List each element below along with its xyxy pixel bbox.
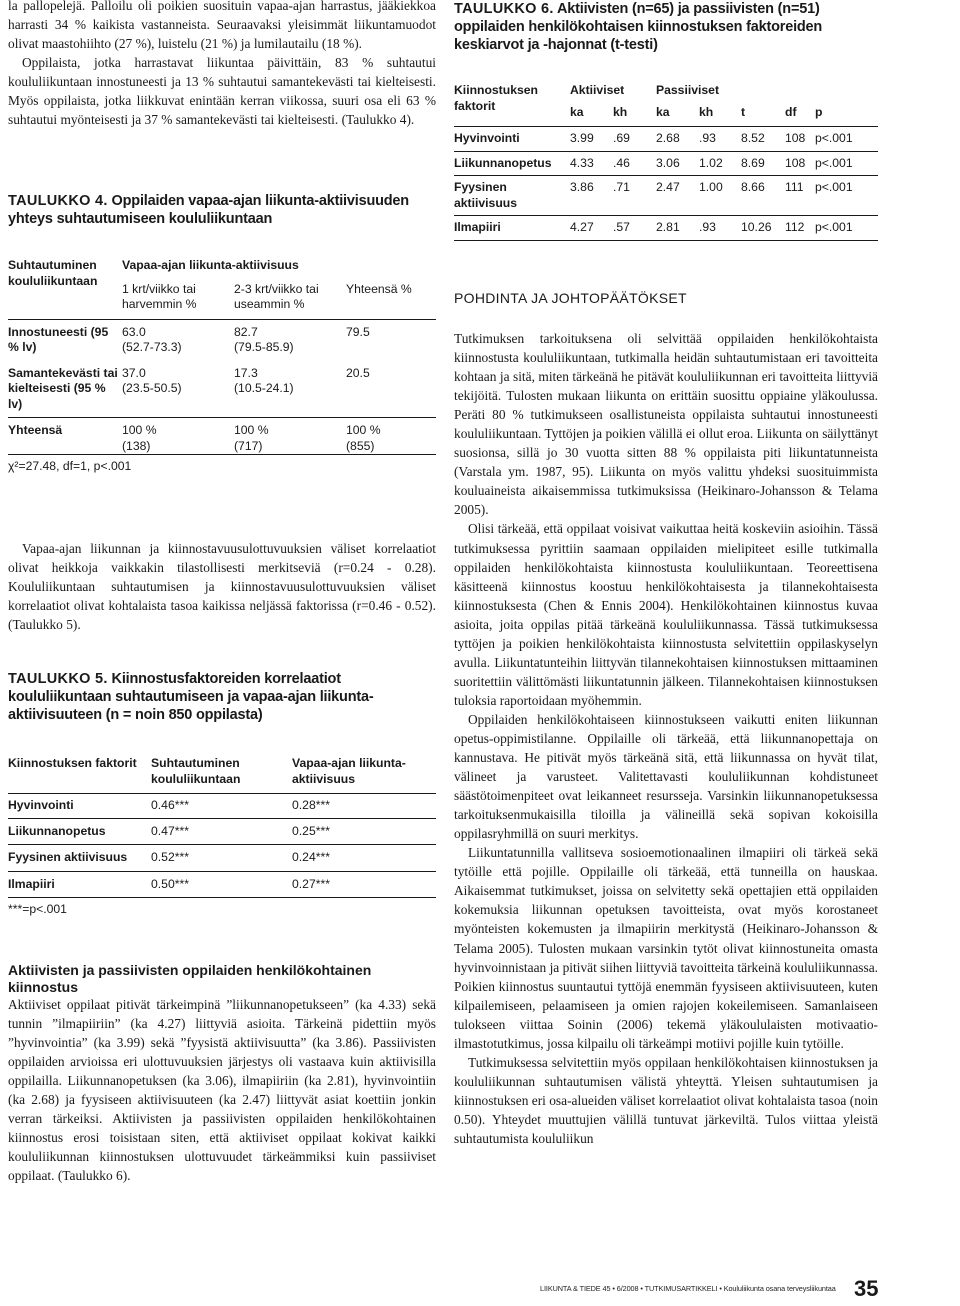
table6-cell: 8.69 (741, 151, 785, 176)
table6-subheader: kh (613, 105, 656, 127)
paragraph: Vapaa-ajan liikunnan ja kiinnostavuusulottuvuuksien väliset korrelaatiot olivat heikkoja vaikkakin tilastollisesti merkitseviä (r=0.24 - 0.28). Koululiikuntaan suhtautumisen ja kiinnostavuusulottuvuuksien väliset korrelaatiot olivat kohtalaista tasoa kaikissa neljässä faktorissa (r=0.46 - 0.52). (Taulukko 5). (8, 541, 436, 633)
paragraph: Oppilaista, jotka harrastavat liikuntaa päivittäin, 83 % suhtautui koululiikuntaan innostuneesti ja 13 % suhtautui samantekevästi tai kielteisesti. Myös oppilaista, jotka liikkuvat enintään kerran viikossa, suuri osa eli 63 % suhtautui myönteisesti ja 37 % samantekevästi tai kielteisesti. (Taulukko 4). (8, 55, 436, 128)
table6-cell: .71 (613, 176, 656, 216)
closing-text (8, 995, 436, 1185)
table6-subheader: p (815, 105, 878, 127)
table6-cell: .69 (613, 127, 656, 152)
table4 (8, 255, 436, 475)
table6-cell: 8.66 (741, 176, 785, 216)
table-row (8, 366, 436, 418)
intro-text (8, 0, 436, 129)
table4-label: TAULUKKO 4. (8, 193, 108, 209)
table6-cell: 3.99 (570, 127, 613, 152)
paragraph: Aktiiviset oppilaat pitivät tärkeimpinä ”liikunnanopetukseen” (ka 4.33) sekä tunnin ”ilmapiiriin” (ka 4.27) liittyviä asioita. Tärkeinä pidettiin myös ”hyvinvointia” (ka 3.99) sekä ”fyysistä aktiivisuutta” (ka 3.86). Passiivisten oppilaiden arvioissa eri ulottuvuuksien järjestys oli vastaava kuin aktiivisilla oppilailla. Liikunnanopetuksen (ka 3.06), ilmapiiriin (ka 2.81), hyvinvointiin (ka 2.68) ja fyysiseen aktiivisuuteen (ka 2.47) liittyvät asiat koettiin jonkin verran tärkeiksi. Aktiivisten ja passiivisten oppilaiden henkilökohtainen kiinnostus erosi toisistaan siten, että aktiiviset oppilaat kokivat kaikki koululiikunnan kiinnostuksen ulottuvuudet tärkeämmiksi kuin passiiviset oppilaat. (Taulukko 6). (8, 997, 436, 1184)
table-row (454, 151, 878, 176)
table6-cell: 4.27 (570, 216, 613, 241)
table6-cell: 111 (785, 176, 815, 216)
page-footer: LIIKUNTA & TIEDE 45 • 6/2008 • TUTKIMUSARTIKKELI • Koululiikunta osana terveysliikuntaa (540, 1284, 836, 1293)
table4-row-header: Suhtautuminen koululiikuntaan (8, 255, 122, 319)
table6-cell: 8.52 (741, 127, 785, 152)
table6-cell: 4.33 (570, 151, 613, 176)
table5-cell: 0.47*** (151, 818, 292, 845)
subheading: Aktiivisten ja passiivisten oppilaiden henkilökohtainen kiinnostus (8, 962, 372, 995)
middle-text (8, 539, 436, 634)
table6-caption: Aktiivisten (n=65) ja passiivisten (n=51) oppilaiden henkilökohtaisen kiinnostuksen faktoreiden keskiarvot ja -hajonnat (t-testi) (454, 1, 823, 53)
table-row (8, 418, 436, 455)
table4-row-label: Yhteensä (8, 418, 122, 455)
table-row (454, 176, 878, 216)
table6-group-header: Aktiiviset (570, 83, 625, 97)
table5-header: Vapaa-ajan liikunta-aktiivisuus (292, 753, 436, 794)
paragraph: Liikuntatunnilla vallitseva sosioemotionaalinen ilmapiiri oli tärkeä sekä tytöille että pojille. Oppilaille oli tärkeää, että tunneilla on hauskaa. Aikaisemmat tutkimukset, joissa on selvitetty sekä opettajien että oppilaiden kokemuksia liikunnan opetuksen tavoitteista, ovat myös korostaneet myönteisten kokemusten ja ilmapiirin merkitystä (Heikinaro-Johansson & Telama 2005). Tulosten mukaan varsinkin tytöt olivat kiinnostuneita omasta hyvinvoinnistaan ja pitivät siihen liittyviä tavoitteita tärkeinä koululiikunnassa. Poikien kiinnostus suuntautui tyttöjä enemmän fyysiseen aktiivisuuteen, kuten kilpailemiseen, pelaamiseen ja omien rajojen kokeilemiseen. Samanlaiseen tulokseen viittaa Soinin (2006) tekemä yläkoululaisten motivaatio-ilmastotutkimus, jossa kilpailu oli tärkeämpi motiivi pojille kuin tytöille. (454, 845, 878, 1051)
table4-cell: 20.5 (346, 366, 436, 418)
table5-caption: Kiinnostusfaktoreiden korrelaatiot koululiikuntaan suhtautumiseen ja vapaa-ajan liikunta-aktiivisuuteen (n = noin 850 oppilasta) (8, 671, 374, 723)
table5-cell: 0.25*** (292, 818, 436, 845)
table5-cell: Liikunnanopetus (8, 818, 151, 845)
page-number: 35 (854, 1276, 879, 1301)
table6-subheader: df (785, 105, 815, 127)
table4-subheader: 2-3 krt/viikko tai useammin % (234, 282, 346, 320)
paragraph: Oppilaiden henkilökohtaiseen kiinnostukseen vaikutti eniten liikunnan opetus-oppimistilanne. Oppilaille oli tärkeää, että liikunnanopettaja on kannustava. He pitivät myös tärkeänä sitä, että liikunnassa on hyvät tilat, välineet ja varusteet. Valitettavasti koululiikunnan kohdistuneet säästötoimenpiteet ovat leikanneet resursseja. Varsinkin liikunnanopetuksessa tarkoituksenmukaisilla tiloilla ja välineillä sekä sopivan kokoisilla oppilasryhmillä on suuri merkitys. (454, 711, 878, 842)
table6-row-header: Kiinnostuksen faktorit (454, 80, 570, 127)
table6-label: TAULUKKO 6. (454, 1, 554, 17)
table6-subheader: t (741, 105, 785, 127)
table5-cell: 0.27*** (292, 871, 436, 898)
table5-title (8, 670, 438, 724)
table6-cell: 108 (785, 151, 815, 176)
table-row (454, 216, 878, 241)
table6-cell: 2.81 (656, 216, 699, 241)
table4-subheader: 1 krt/viikko tai harvemmin % (122, 282, 234, 320)
table4-cell: 82.7 (79.5-85.9) (234, 324, 294, 354)
table6-cell: .57 (613, 216, 656, 241)
paragraph: Tutkimuksessa selvitettiin myös oppilaan henkilökohtaisen kiinnostuksen ja koululiikunnan suhtautumisen välistä yhteyttä. Yleisen suhtautumisen ja kiinnostuksen eri osa-alueiden väliset korrelaatiot olivat kohtalaista tasoa (noin 0.50). Yhteydet muuttujien välillä tuntuvat järkeviltä. Tulos viittaa yleistä suhtautumista koululiikun (454, 1054, 878, 1146)
section-heading: POHDINTA JA JOHTOPÄÄTÖKSET (454, 290, 687, 306)
table-row (8, 319, 436, 366)
table4-cell: 100 % (138) (122, 418, 234, 455)
table4-group-header: Vapaa-ajan liikunta-aktiivisuus (122, 258, 299, 272)
table5-cell: Hyvinvointi (8, 794, 151, 819)
table5-cell: 0.50*** (151, 871, 292, 898)
table6-cell: 2.68 (656, 127, 699, 152)
table6-group-header: Passiiviset (656, 83, 720, 97)
table4-cell: 37.0 (23.5-50.5) (122, 366, 234, 418)
table6-subheader: ka (570, 105, 613, 127)
table6-cell: Liikunnanopetus (454, 151, 570, 176)
table6-cell: p<.001 (815, 127, 878, 152)
table4-subheader: Yhteensä % (346, 282, 436, 320)
table6-cell: p<.001 (815, 216, 878, 241)
table-row (8, 818, 436, 845)
table6-cell: 108 (785, 127, 815, 152)
paragraph: Olisi tärkeää, että oppilaat voisivat vaikuttaa heitä koskeviin asioihin. Tässä tutkimuksessa pyrittiin saamaan oppilaiden mielipiteet esille tutkimalla oppilaiden henkilökohtaista kiinnostusta koululiikuntaan. Teoreettisena käsitteenä kiinnostus koostuu henkilökohtaisesta ja tilannekohtaisesta kiinnostuksesta (Chen & Ennis 2004). Henkilökohtainen kiinnostus kuvaa asioita, joita oppilas pitää tärkeänä koululiikunnassa. Tässä tutkimuksessa tyttöjen ja poikien henkilökohtaista kiinnostusta selvitettiin oppilaskyselyn avulla. Liikuntatunteihin liittyvän tilannekohtaisen kiinnostuksen mittaaminen suoritettiin välittömästi liikuntatunnin jälkeen. Tilannekohtaisen kiinnostuksen tuloksia raportoidaan myöhemmin. (454, 521, 878, 708)
table5-note: ***=p<.001 (8, 902, 67, 916)
table6-cell: 1.00 (699, 176, 741, 216)
table6-cell: 3.06 (656, 151, 699, 176)
table5-cell: Fyysinen aktiivisuus (8, 845, 151, 872)
table5-header: Kiinnostuksen faktorit (8, 753, 151, 794)
table6-cell: Ilmapiiri (454, 216, 570, 241)
table6-cell: .93 (699, 127, 741, 152)
table5-cell: Ilmapiiri (8, 871, 151, 898)
table-row (454, 127, 878, 152)
table4-caption: Oppilaiden vapaa-ajan liikunta-aktiivisuuden yhteys suhtautumiseen koululiikuntaan (8, 193, 409, 227)
paragraph: Tutkimuksen tarkoituksena oli selvittää oppilaiden henkilökohtaista kiinnostusta koululiikuntaan, tutkimalla heidän suhtautumistaan eri tavoitteita kohtaan ja sitä, miten tärkeänä he pitävät koululiikunnan eri tavoitteita liittyviä tekijöitä. Tulosten mukaan liikunta on erittäin suosittu oppiaine yläkoulussa. Peräti 80 % tutkimukseen osallistuneista oppilaista suhtautui innostuneesti koululiikuntaan. Tyttöjen ja poikien välillä ei ollut eroa. Liikunta on säilyttänyt suosionsa, sillä jo 30 vuotta sitten 88 % oppilaista piti liikuntatunneista (Varstala ym. 1987, 95). Liikunta on myös valittu yhdeksi suosituimmista kouluaineista aikaisemmissa tutkimuksissa (Heikinaro-Johansson & Telama 2005). (454, 331, 878, 518)
table6 (454, 80, 878, 241)
table6-title (454, 0, 884, 54)
table5-cell: 0.28*** (292, 794, 436, 819)
table6-subheader: kh (699, 105, 741, 127)
table-row (8, 845, 436, 872)
table6-cell: 1.02 (699, 151, 741, 176)
table6-cell: Fyysinen aktiivisuus (454, 176, 570, 216)
table6-cell: .46 (613, 151, 656, 176)
table-row (8, 871, 436, 898)
table5-cell: 0.24*** (292, 845, 436, 872)
table4-cell: 17.3 (10.5-24.1) (234, 366, 346, 418)
table6-cell: 2.47 (656, 176, 699, 216)
table6-cell: p<.001 (815, 176, 878, 216)
table4-row-label: Innostuneesti (95 % lv) (8, 324, 109, 354)
paragraph: la pallopelejä. Palloilu oli poikien suosituin vapaa-ajan harrastus, jääkiekkoa harrasti 34 % kaikista vastanneista. Seuraavaksi yleisimmät liikuntamuodot olivat maastohiihto (27 %), luistelu (21 %) ja lumilautailu (18 %). (8, 0, 436, 52)
table6-cell: Hyvinvointi (454, 127, 570, 152)
table5 (8, 753, 436, 918)
table5-cell: 0.52*** (151, 845, 292, 872)
table5-label: TAULUKKO 5. (8, 671, 108, 687)
table6-cell: p<.001 (815, 151, 878, 176)
table6-subheader: ka (656, 105, 699, 127)
table4-note: χ²=27.48, df=1, p<.001 (8, 459, 132, 473)
table5-cell: 0.46*** (151, 794, 292, 819)
table5-header: Suhtautuminen koululiikuntaan (151, 753, 292, 794)
table4-row-label: Samantekevästi tai kielteisesti (95 % lv) (8, 366, 122, 418)
table4-cell: 100 % (717) (234, 418, 346, 455)
table4-title (8, 192, 438, 228)
table6-cell: 112 (785, 216, 815, 241)
table-row (8, 794, 436, 819)
table6-cell: .93 (699, 216, 741, 241)
table4-cell: 63.0 (52.7-73.3) (122, 324, 182, 354)
table6-cell: 10.26 (741, 216, 785, 241)
table6-cell: 3.86 (570, 176, 613, 216)
discussion-text (454, 329, 878, 1148)
table4-cell: 79.5 (346, 324, 370, 339)
table4-cell: 100 % (855) (346, 418, 436, 455)
